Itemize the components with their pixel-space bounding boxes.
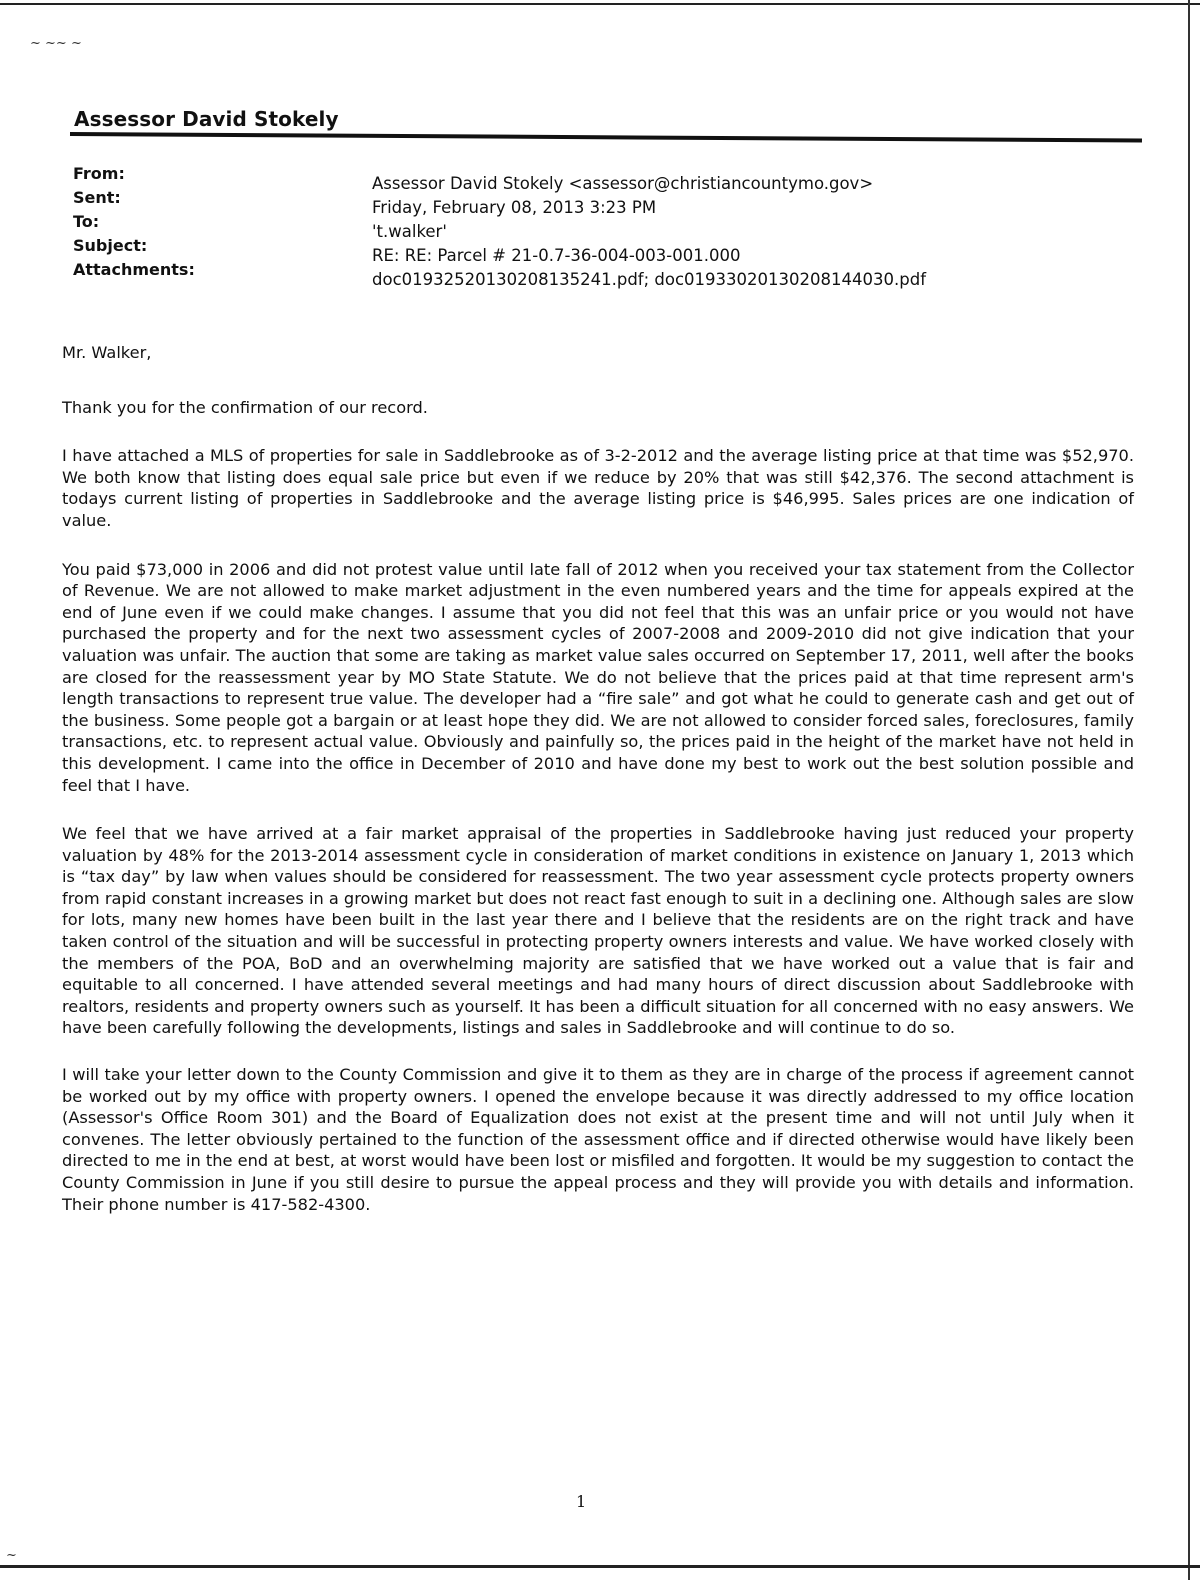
scan-mark: ~ ~~ ~ [30, 36, 82, 51]
scan-right-edge-line [1188, 0, 1190, 1580]
from-value: Assessor David Stokely <assessor@christiancountymo.gov> [372, 174, 874, 193]
body-paragraph: Thank you for the confirmation of our record. [62, 397, 428, 417]
scan-mark: ~ [6, 1548, 17, 1563]
body-paragraph: We feel that we have arrived at a fair market appraisal of the properties in Saddlebrooke having just reduced your property valuation by 48% for the 2013-2014 assessment cycle in consideration of market conditions in existence on January 1, 2013 which is “tax day” by law when values should be considered for reassessment. The two year assessment cycle protects property owners from rapid constant increases in a growing market but does not react fast enough to suit in a declining one. Although sales are slow for lots, many new homes have been built in the last year there and I believe that the residents are on the right track and have taken control of the situation and will be successful in protecting property owners interests and value. We have worked closely with the members of the POA, BoD and an overwhelming majority are satisfied that we have worked out a value that is fair and equitable to all concerned. I have attended several meetings and had many hours of direct discussion about Saddlebrooke with realtors, residents and property owners such as yourself. It has been a difficult situation for all concerned with no easy answers. We have been carefully following the developments, listings and sales in Saddlebrooke and will continue to do so. [62, 824, 1134, 1038]
attachments-value: doc01932520130208135241.pdf; doc01933020130208144030.pdf [372, 270, 926, 289]
body-paragraph: I will take your letter down to the County Commission and give it to them as they are in charge of the process if agreement cannot be worked out by my office with property owners. I opened the envelope because it was directly addressed to my office location (Assessor's Office Room 301) and the Board of Equalization does not exist at the present time and will not until July when it convenes. The letter obviously pertained to the function of the assessment office and if directed otherwise would have likely been directed to me in the end at best, at worst would have been lost or misfiled and forgotten. It would be my suggestion to contact the County Commission in June if you still desire to pursue the appeal process and they will provide you with details and information. Their phone number is 417-582-4300. [62, 1065, 1134, 1214]
heading-rule [70, 132, 1142, 143]
sent-value: Friday, February 08, 2013 3:23 PM [372, 198, 657, 217]
email-heading: Assessor David Stokely [74, 107, 339, 131]
email-header-labels [73, 162, 195, 282]
page-number: 1 [576, 1492, 587, 1511]
email-header-values [372, 172, 926, 292]
greeting: Mr. Walker, [62, 343, 152, 362]
to-value: 't.walker' [372, 222, 447, 241]
body-paragraph: You paid $73,000 in 2006 and did not protest value until late fall of 2012 when you received your tax statement from the Collector of Revenue. We are not allowed to make market adjustment in the even numbered years and the time for appeals expired at the end of June even if we could make changes. I assume that you did not feel that this was an unfair price or you would not have purchased the property and for the next two assessment cycles of 2007-2008 and 2009-2010 did not give indication that your valuation was unfair. The auction that some are taking as market value sales occurred on September 17, 2011, well after the books are closed for the reassessment year by MO State Statute. We do not believe that the prices paid at that time represent arm's length transactions to represent true value. The developer had a “fire sale” and got what he could to generate cash and get out of the business. Some people got a bargain or at least hope they did. We are not allowed to consider forced sales, foreclosures, family transactions, etc. to represent actual value. Obviously and painfully so, the prices paid in the height of the market have not held in this development. I came into the office in December of 2010 and have done my best to work out the best solution possible and feel that I have. [62, 559, 1134, 795]
sent-label: Sent: [73, 188, 121, 207]
email-body [62, 342, 1134, 1215]
scan-top-edge-line [0, 3, 1200, 5]
body-paragraph: I have attached a MLS of properties for sale in Saddlebrooke as of 3-2-2012 and the average listing price at that time was $52,970. We both know that listing does equal sale price but even if we reduce by 20% that was still $42,376. The second attachment is todays current listing of properties in Saddlebrooke and the average listing price is $46,995. Sales prices are one indication of value. [62, 446, 1134, 530]
subject-value: RE: RE: Parcel # 21-0.7-36-004-003-001.000 [372, 246, 741, 265]
subject-label: Subject: [73, 236, 148, 255]
to-label: To: [73, 212, 100, 231]
from-label: From: [73, 164, 125, 183]
scan-bottom-edge-line [0, 1565, 1200, 1568]
attachments-label: Attachments: [73, 260, 195, 279]
